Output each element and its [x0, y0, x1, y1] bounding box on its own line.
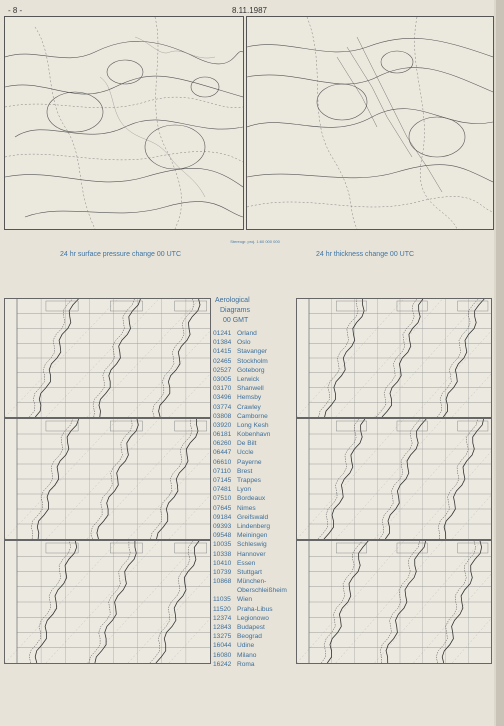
- station-row: [213, 641, 298, 650]
- station-row: [213, 504, 298, 513]
- station-row: [213, 550, 298, 559]
- station-name: Brest: [237, 467, 253, 475]
- station-row: [213, 430, 298, 439]
- station-name: Uccle: [237, 449, 254, 457]
- station-code: [213, 586, 237, 595]
- aerological-title: [215, 296, 250, 326]
- station-row: [213, 660, 298, 669]
- station-row: [213, 347, 298, 356]
- station-name: Greifswald: [237, 513, 269, 521]
- station-name: Goteborg: [237, 366, 265, 374]
- station-code: 10739: [213, 568, 232, 576]
- station-name: Camborne: [237, 412, 268, 420]
- station-row: [213, 559, 298, 568]
- station-row: [213, 577, 298, 586]
- diagram-grid: [5, 419, 210, 539]
- station-code: 09393: [213, 522, 232, 530]
- station-name: Wien: [237, 596, 253, 604]
- station-code: 03005: [213, 375, 232, 383]
- station-row: [213, 412, 298, 421]
- aerological-title-line3: 00 GMT: [223, 317, 249, 324]
- station-code: 16080: [213, 651, 232, 659]
- caption-thickness-change: 24 hr thickness change 00 UTC: [316, 251, 415, 258]
- station-name: Bordeaux: [237, 495, 266, 503]
- station-row: [213, 375, 298, 384]
- station-name: Schleswig: [237, 541, 267, 549]
- station-info-box: [46, 301, 78, 311]
- station-info-box: [458, 543, 488, 553]
- aerological-diagram: [4, 418, 211, 540]
- aerological-diagram: [4, 298, 211, 418]
- station-name: Long Kesh: [237, 421, 269, 429]
- station-name: Budapest: [237, 624, 265, 631]
- station-row: [213, 614, 298, 623]
- diagram-grid: [297, 541, 491, 663]
- station-info-box: [46, 543, 78, 553]
- station-name: Milano: [237, 651, 257, 659]
- station-row: [213, 540, 298, 549]
- station-code: 10868: [213, 578, 232, 586]
- page-number: - 8 -: [8, 6, 23, 15]
- page-date: 8.11.1987: [232, 6, 267, 15]
- station-row: [213, 393, 298, 402]
- station-code: 11035: [213, 596, 231, 604]
- station-name: Trappes: [237, 477, 261, 484]
- station-row: [213, 494, 298, 503]
- station-name: Stockholm: [237, 357, 268, 365]
- station-name: Beograd: [237, 633, 262, 641]
- station-code: 06610: [213, 458, 232, 466]
- projection-note: Stereogr. proj. 1:60 000 000: [230, 239, 280, 244]
- surface-pressure-change-map: [4, 16, 244, 230]
- station-code: 11520: [213, 605, 231, 613]
- station-row: [213, 595, 298, 604]
- station-code: 01384: [213, 339, 232, 347]
- station-code: 12374: [213, 614, 232, 622]
- station-name: Stuttgart: [237, 568, 262, 576]
- diagram-grid: [5, 541, 210, 663]
- station-row: [213, 605, 298, 614]
- station-code: 03496: [213, 394, 232, 402]
- aerological-diagram: [296, 418, 492, 540]
- station-code: 07645: [213, 504, 232, 512]
- station-code: 03808: [213, 412, 232, 420]
- station-code: 07481: [213, 486, 232, 494]
- station-row: [213, 467, 298, 476]
- aerological-diagram: [296, 540, 492, 664]
- station-info-box: [336, 301, 366, 311]
- station-name: Lyon: [237, 486, 252, 494]
- station-info-box: [175, 301, 207, 311]
- station-code: 01241: [213, 330, 232, 337]
- station-row: [213, 568, 298, 577]
- thickness-change-map: [246, 16, 494, 230]
- diagram-grid: [297, 419, 491, 539]
- station-name: Stavanger: [237, 348, 268, 356]
- station-name: Essen: [237, 559, 256, 567]
- station-name: Crawley: [237, 403, 261, 411]
- station-name: Orland: [237, 330, 257, 337]
- station-code: 12843: [213, 624, 232, 631]
- station-row: [213, 531, 298, 540]
- station-name: München-: [237, 578, 267, 586]
- station-name: Hemsby: [237, 394, 262, 402]
- station-code: 10035: [213, 541, 232, 549]
- station-code: 03170: [213, 385, 232, 393]
- diagram-grid: [297, 299, 491, 417]
- station-name: Meiningen: [237, 532, 268, 540]
- station-code: 03920: [213, 421, 232, 429]
- station-code: 10338: [213, 550, 232, 558]
- station-row: [213, 448, 298, 457]
- station-info-box: [46, 421, 78, 431]
- station-code: 03774: [213, 403, 232, 411]
- station-list: [213, 329, 298, 669]
- station-info-box: [458, 301, 488, 311]
- station-name: Nimes: [237, 504, 256, 512]
- station-row: [213, 476, 298, 485]
- station-code: 07510: [213, 495, 232, 503]
- station-row: [213, 586, 298, 595]
- station-code: 07145: [213, 477, 232, 484]
- station-code: 09184: [213, 513, 232, 521]
- station-code: 10410: [213, 559, 232, 567]
- aerological-title-line2: Diagrams: [220, 307, 250, 314]
- pressure-change-contours: [5, 17, 243, 229]
- station-row: [213, 366, 298, 375]
- station-name: Oslo: [237, 339, 251, 347]
- station-row: [213, 632, 298, 641]
- station-code: 16242: [213, 660, 232, 668]
- station-name: Legionowo: [237, 614, 269, 622]
- station-row: [213, 421, 298, 430]
- station-code: 06260: [213, 440, 232, 448]
- station-info-box: [458, 421, 488, 431]
- station-row: [213, 403, 298, 412]
- page-edge: [496, 0, 504, 726]
- station-name: Hannover: [237, 550, 266, 558]
- station-name: Udine: [237, 642, 255, 650]
- station-code: 02465: [213, 357, 232, 365]
- station-name: Payerne: [237, 458, 262, 466]
- station-name: Kobenhavn: [237, 431, 271, 439]
- station-code: 09548: [213, 532, 232, 540]
- station-row: [213, 623, 298, 632]
- station-code: 16044: [213, 642, 232, 650]
- station-info-box: [175, 543, 207, 553]
- station-row: [213, 485, 298, 494]
- station-code: 07110: [213, 467, 231, 475]
- station-name: Lerwick: [237, 375, 260, 383]
- station-row: [213, 458, 298, 467]
- station-row: [213, 651, 298, 660]
- station-row: [213, 338, 298, 347]
- station-code: 06181: [213, 431, 232, 439]
- station-code: 02527: [213, 366, 232, 374]
- station-row: [213, 439, 298, 448]
- station-name: De Bilt: [237, 440, 257, 448]
- diagram-grid: [5, 299, 210, 417]
- station-name: Roma: [237, 660, 255, 668]
- station-row: [213, 384, 298, 393]
- aerological-title-line1: Aerological: [215, 297, 250, 304]
- station-row: [213, 513, 298, 522]
- station-name: Oberschleißheim: [237, 587, 287, 595]
- station-row: [213, 329, 298, 338]
- aerological-diagram: [4, 540, 211, 664]
- station-name: Lindenberg: [237, 522, 270, 530]
- station-name: Praha-Libus: [237, 605, 273, 613]
- station-row: [213, 357, 298, 366]
- station-name: Shanwell: [237, 385, 264, 393]
- station-code: 13275: [213, 633, 232, 641]
- aerological-diagram: [296, 298, 492, 418]
- station-row: [213, 522, 298, 531]
- thickness-change-contours: [247, 17, 493, 229]
- caption-pressure-change: 24 hr surface pressure change 00 UTC: [60, 251, 182, 258]
- station-code: 06447: [213, 449, 232, 457]
- station-code: 01415: [213, 348, 232, 356]
